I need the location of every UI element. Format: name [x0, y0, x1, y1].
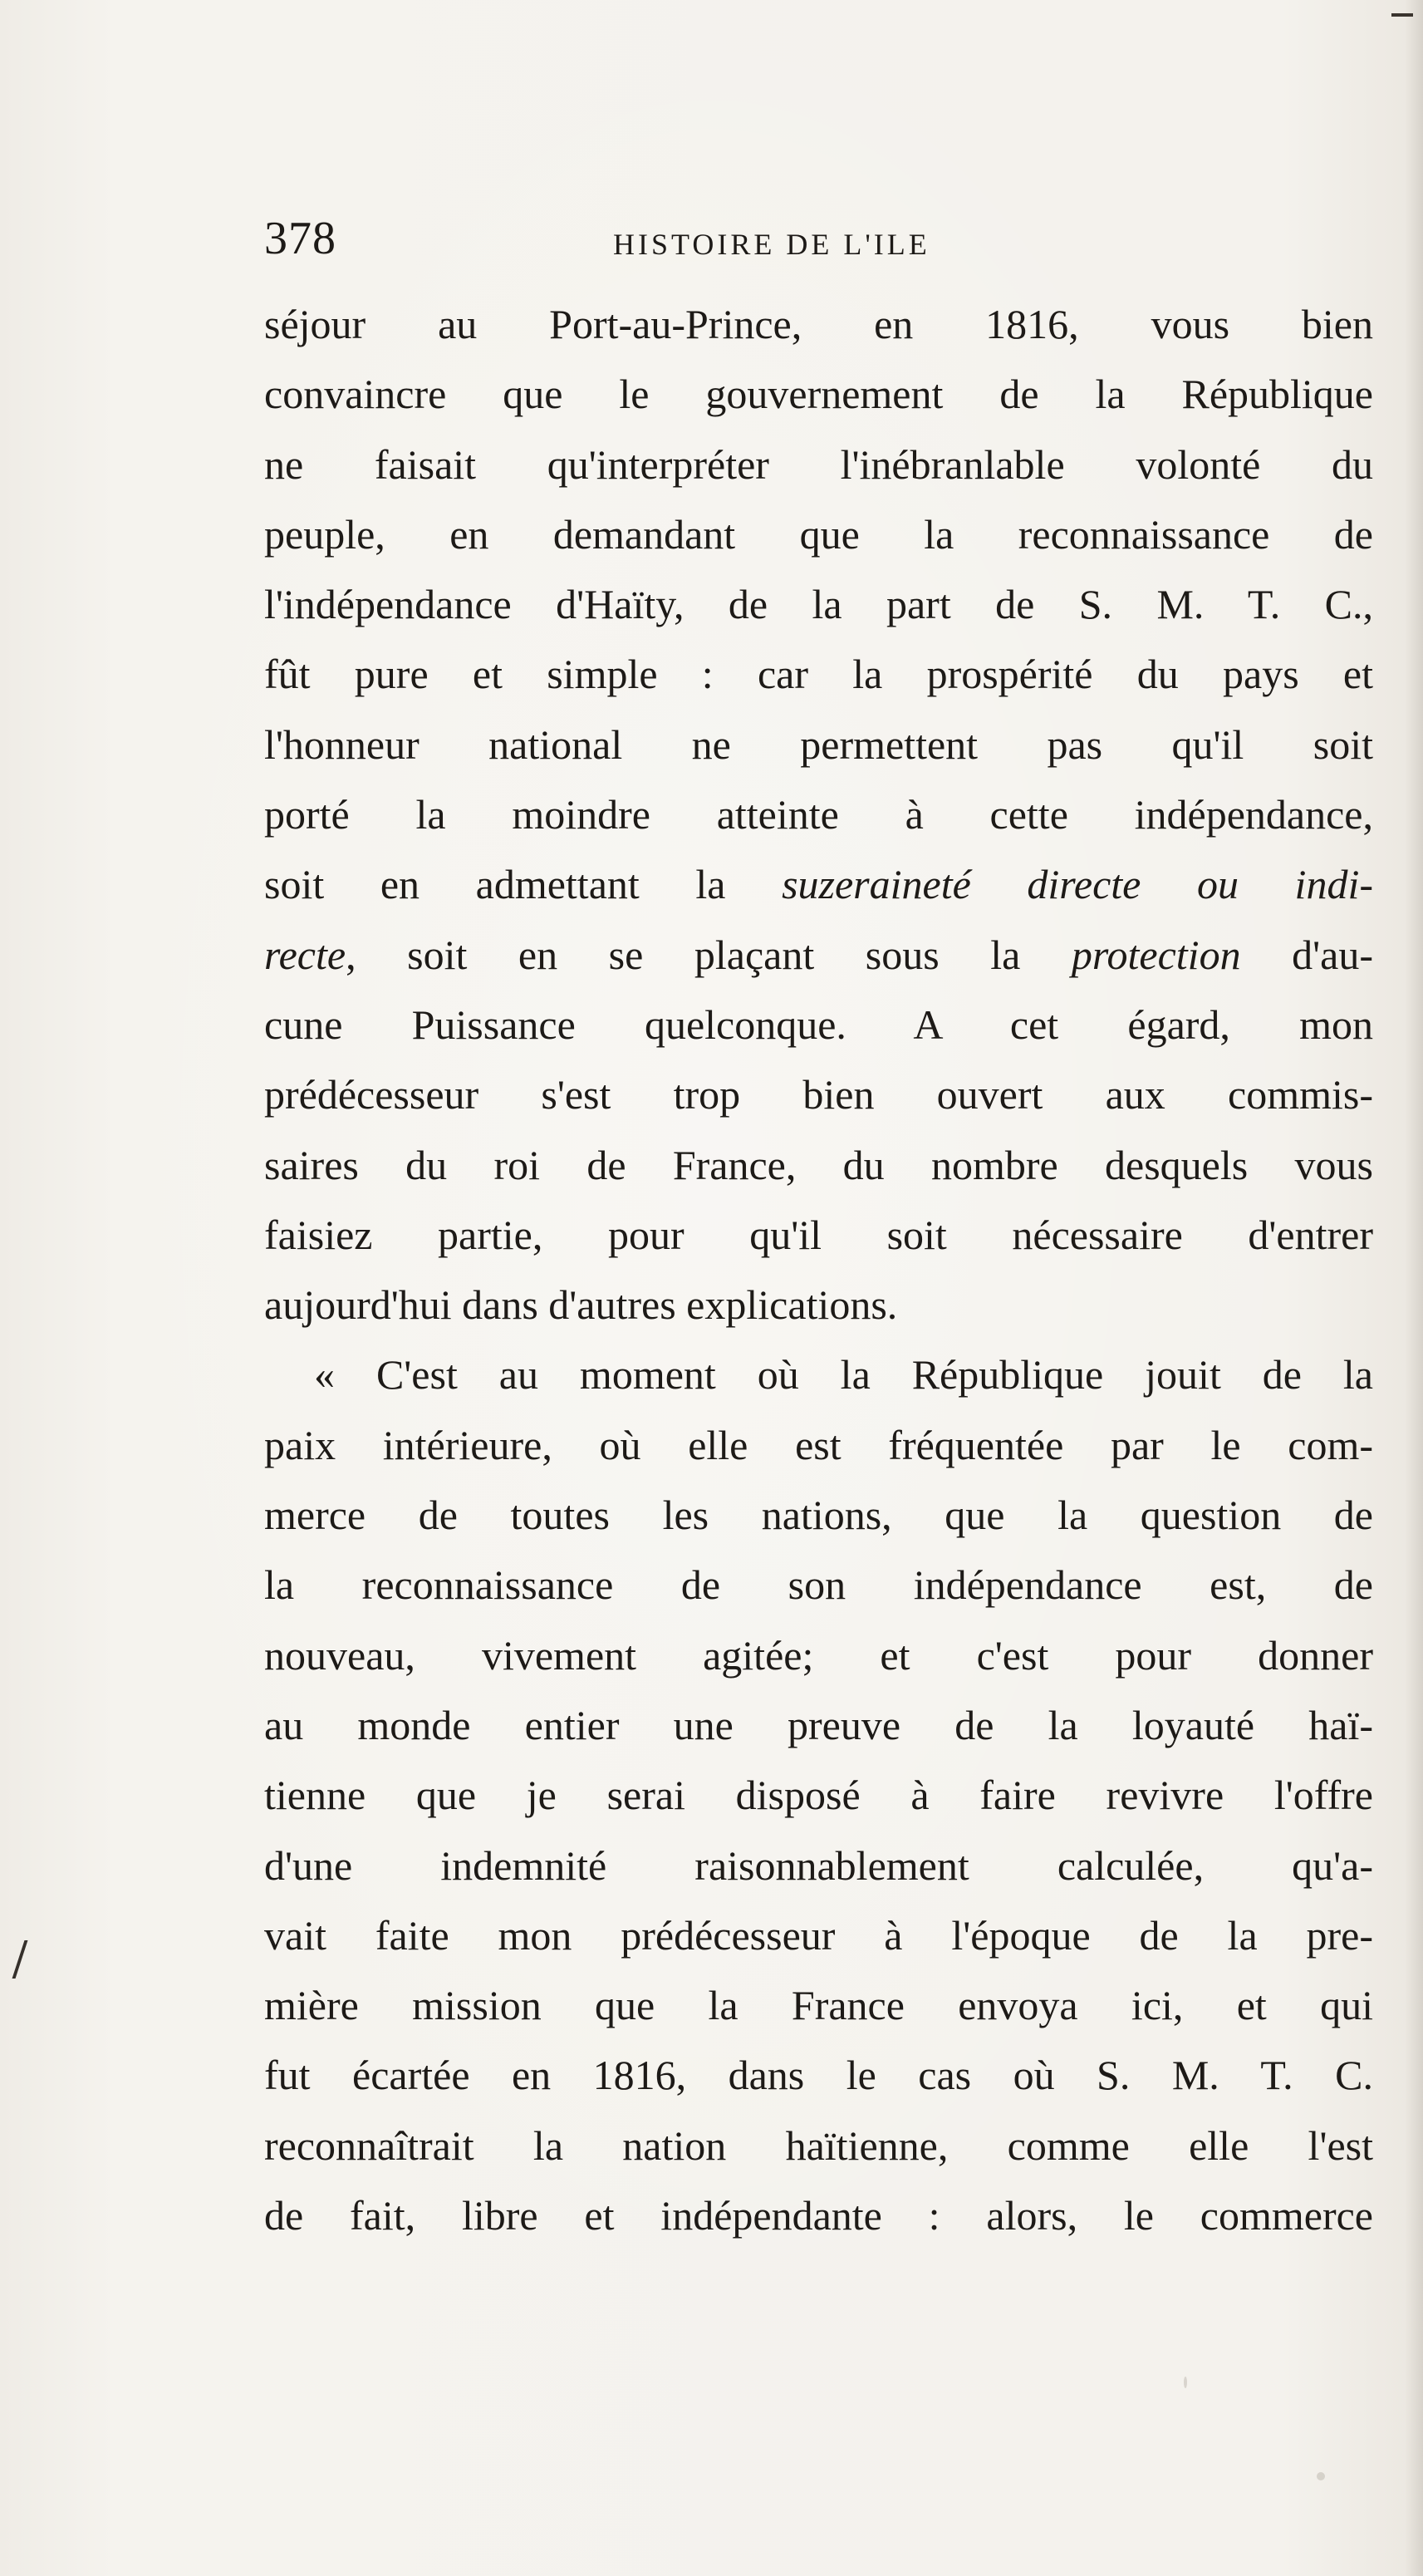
- body-text: [264, 289, 1373, 2250]
- text-line: [264, 1200, 1373, 1270]
- text-segment: faisiez partie, pour qu'il soit nécessaire d'entrer: [264, 1211, 1373, 1258]
- page-edge-shadow: [1405, 0, 1423, 2576]
- text-segment: aujourd'hui dans d'autres explications.: [264, 1281, 898, 1329]
- text-segment: convaincre que le gouvernement de la République: [264, 371, 1373, 418]
- text-segment: « C'est au moment où la République jouit de la: [314, 1351, 1373, 1399]
- text-segment: mière mission que la France envoya ici, et qui: [264, 1982, 1373, 2029]
- text-line: [264, 1059, 1373, 1129]
- text-segment: l'indépendance d'Haïty, de la part de S. M. T. C.,: [264, 581, 1373, 628]
- text-segment: prédécesseur s'est trop bien ouvert aux commis-: [264, 1071, 1373, 1118]
- text-line: [264, 779, 1373, 849]
- text-segment: saires du roi de France, du nombre desquels vous: [264, 1141, 1373, 1188]
- text-segment: merce de toutes les nations, que la question de: [264, 1492, 1373, 1539]
- paper-speck: [1184, 2377, 1187, 2388]
- italic-text-segment: recte: [264, 931, 346, 978]
- text-segment: , soit en se plaçant sous la: [346, 931, 1072, 978]
- text-line: [264, 639, 1373, 709]
- text-line: [264, 2180, 1373, 2250]
- text-segment: porté la moindre atteinte à cette indépendance,: [264, 791, 1373, 838]
- text-line: [264, 1831, 1373, 1900]
- text-line: [264, 289, 1373, 359]
- text-segment: soit en admettant la: [264, 861, 783, 908]
- text-line: [264, 359, 1373, 429]
- text-line: [264, 710, 1373, 779]
- text-segment: paix intérieure, où elle est fréquentée par le com-: [264, 1421, 1373, 1468]
- margin-pencil-mark: [12, 1940, 40, 1979]
- text-segment: fût pure et simple : car la prospérité du pays et: [264, 651, 1373, 698]
- text-line: [264, 920, 1373, 990]
- text-segment: séjour au Port-au-Prince, en 1816, vous bien: [264, 301, 1373, 347]
- text-line: [264, 1340, 1373, 1409]
- text-line: [264, 1760, 1373, 1830]
- text-segment: nouveau, vivement agitée; et c'est pour donner: [264, 1631, 1373, 1679]
- text-line: [264, 1550, 1373, 1620]
- text-segment: vait faite mon prédécesseur à l'époque de la pre-: [264, 1911, 1373, 1959]
- text-line: [264, 849, 1373, 919]
- text-line: [264, 1690, 1373, 1760]
- text-line: [264, 1130, 1373, 1200]
- text-segment: de fait, libre et indépendante : alors, le commerce: [264, 2192, 1373, 2239]
- text-line: [264, 2040, 1373, 2110]
- text-line: [264, 2111, 1373, 2180]
- text-segment: d'au-: [1240, 931, 1373, 978]
- text-line: [264, 1480, 1373, 1550]
- text-line: [264, 499, 1373, 569]
- italic-text-segment: protection: [1071, 931, 1241, 978]
- text-line: [264, 1410, 1373, 1480]
- text-segment: tienne que je serai disposé à faire revivre l'offre: [264, 1772, 1373, 1819]
- text-segment: cune Puissance quelconque. A cet égard, mon: [264, 1000, 1373, 1048]
- text-segment: la reconnaissance de son indépendance est, de: [264, 1561, 1373, 1609]
- text-line: [264, 1620, 1373, 1690]
- page-header: [264, 212, 1377, 278]
- page-number: 378: [264, 213, 336, 264]
- text-segment: l'honneur national ne permettent pas qu'il soit: [264, 720, 1373, 768]
- text-segment: fut écartée en 1816, dans le cas où S. M. T. C.: [264, 2052, 1373, 2099]
- text-line: [264, 1900, 1373, 1970]
- paper-speck: [1317, 2472, 1325, 2480]
- text-line: [264, 1970, 1373, 2040]
- text-line: [264, 430, 1373, 499]
- text-segment: peuple, en demandant que la reconnaissance de: [264, 510, 1373, 558]
- text-segment: au monde entier une preuve de la loyauté haï-: [264, 1701, 1373, 1748]
- text-line: [264, 990, 1373, 1059]
- text-line: [264, 1270, 1373, 1340]
- running-head: HISTOIRE DE L'ILE: [613, 228, 930, 261]
- text-segment: ne faisait qu'interpréter l'inébranlable volonté du: [264, 440, 1373, 488]
- text-line: [264, 569, 1373, 639]
- text-segment: reconnaîtrait la nation haïtienne, comme elle l'est: [264, 2121, 1373, 2169]
- text-segment: d'une indemnité raisonnablement calculée, qu'a-: [264, 1841, 1373, 1889]
- corner-ink-mark: [1391, 13, 1413, 17]
- italic-text-segment: suzeraineté directe ou indi-: [782, 861, 1373, 908]
